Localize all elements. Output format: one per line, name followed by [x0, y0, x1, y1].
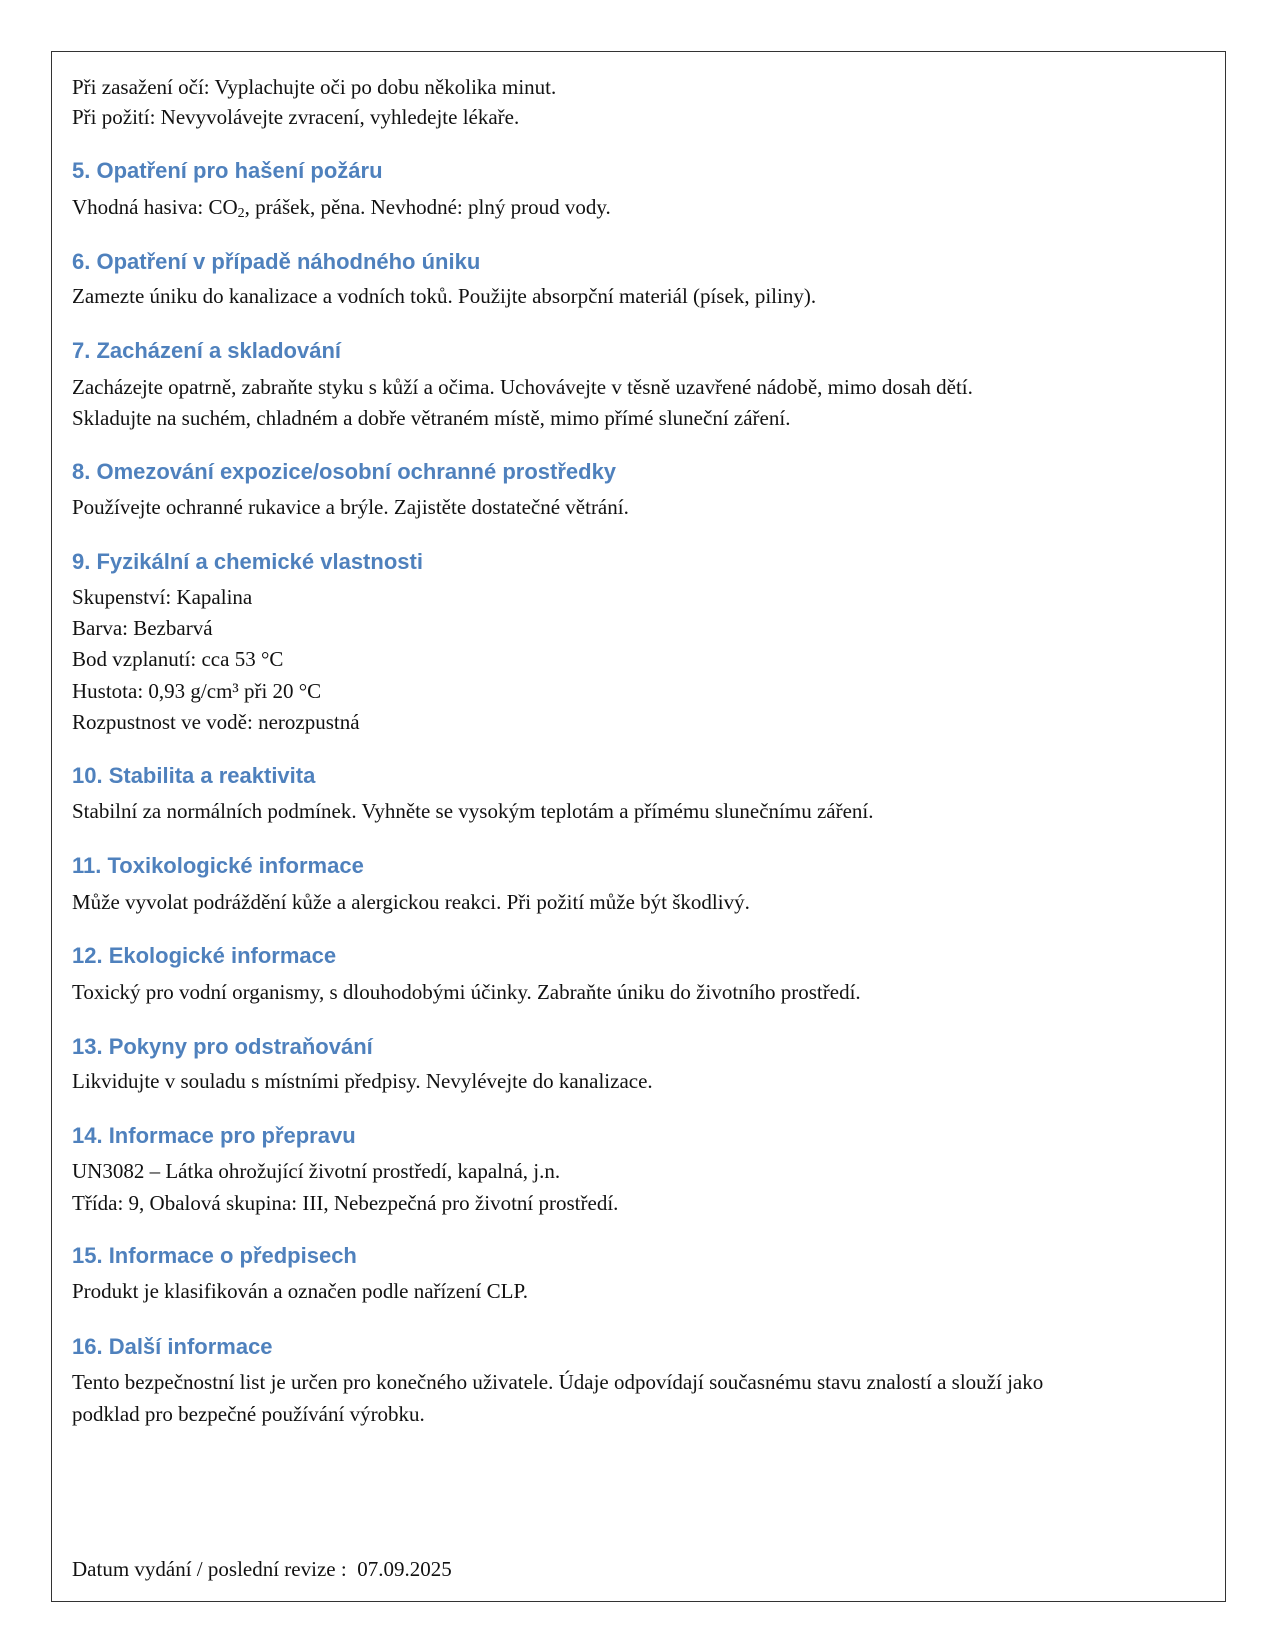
section-11-heading: 11. Toxikologické informace	[72, 853, 364, 878]
section-8-text: Používejte ochranné rukavice a brýle. Zajistěte dostatečné větrání.	[72, 495, 629, 519]
section-10-heading: 10. Stabilita a reaktivita	[72, 763, 316, 788]
section-11-text: Může vyvolat podráždění kůže a alergickou reakci. Při požití může být škodlivý.	[72, 890, 750, 914]
section-12-heading: 12. Ekologické informace	[72, 943, 337, 968]
property-line: Rozpustnost ve vodě: nerozpustná	[72, 710, 360, 734]
section-13-text: Likvidujte v souladu s místními předpisy. Nevylévejte do kanalizace.	[72, 1069, 653, 1093]
section-5-text	[72, 192, 611, 222]
section-10-text: Stabilní za normálních podmínek. Vyhněte se vysokým teplotám a přímému slunečnímu záření.	[72, 799, 874, 823]
text-part: , prášek, pěna. Nevhodné: plný proud vody.	[244, 195, 611, 219]
section-9-heading: 9. Fyzikální a chemické vlastnosti	[72, 549, 423, 574]
section-12-text: Toxický pro vodní organismy, s dlouhodobými účinky. Zabraňte úniku do životního prostředí.	[72, 980, 861, 1004]
property-line: Skupenství: Kapalina	[72, 585, 253, 609]
section-14-text: UN3082 – Látka ohrožující životní prostředí, kapalná, j.n.	[72, 1159, 561, 1183]
section-14-heading: 14. Informace pro přepravu	[72, 1123, 356, 1148]
property-line: Barva: Bezbarvá	[72, 616, 213, 640]
section-6-text: Zamezte úniku do kanalizace a vodních toků. Použijte absorpční materiál (písek, piliny).	[72, 284, 817, 308]
section-7-text: Zacházejte opatrně, zabraňte styku s kůží a očima. Uchovávejte v těsně uzavřené nádobě, mimo dosah dětí.	[72, 375, 973, 399]
text-part: Vhodná hasiva: CO	[72, 195, 238, 219]
section-15-text: Produkt je klasifikován a označen podle nařízení CLP.	[72, 1279, 529, 1303]
first-aid-ingestion: Při požití: Nevyvolávejte zvracení, vyhledejte lékaře.	[72, 105, 520, 129]
section-14-text: Třída: 9, Obalová skupina: III, Nebezpečná pro životní prostředí.	[72, 1191, 619, 1215]
section-15-heading: 15. Informace o předpisech	[72, 1243, 357, 1268]
property-line: Bod vzplanutí: cca 53 °C	[72, 647, 284, 671]
section-16-heading: 16. Další informace	[72, 1334, 273, 1359]
section-13-heading: 13. Pokyny pro odstraňování	[72, 1034, 373, 1059]
section-8-heading: 8. Omezování expozice/osobní ochranné prostředky	[72, 459, 617, 484]
section-16-text: Tento bezpečnostní list je určen pro konečného uživatele. Údaje odpovídají současnému stavu znalostí a slouží jako	[72, 1370, 1044, 1394]
section-5-heading: 5. Opatření pro hašení požáru	[72, 158, 383, 183]
revision-date	[72, 1554, 452, 1584]
section-16-text: podklad pro bezpečné používání výrobku.	[72, 1402, 425, 1426]
revision-date-value: 07.09.2025	[357, 1557, 452, 1581]
section-6-heading: 6. Opatření v případě náhodného úniku	[72, 249, 481, 274]
section-7-heading: 7. Zacházení a skladování	[72, 338, 342, 363]
revision-date-label: Datum vydání / poslední revize :	[72, 1557, 347, 1581]
first-aid-eyes: Při zasažení očí: Vyplachujte oči po dobu několika minut.	[72, 75, 557, 99]
property-line: Hustota: 0,93 g/cm³ při 20 °C	[72, 679, 322, 703]
subscript: 2	[237, 206, 245, 221]
section-7-text: Skladujte na suchém, chladném a dobře větraném místě, mimo přímé sluneční záření.	[72, 406, 791, 430]
